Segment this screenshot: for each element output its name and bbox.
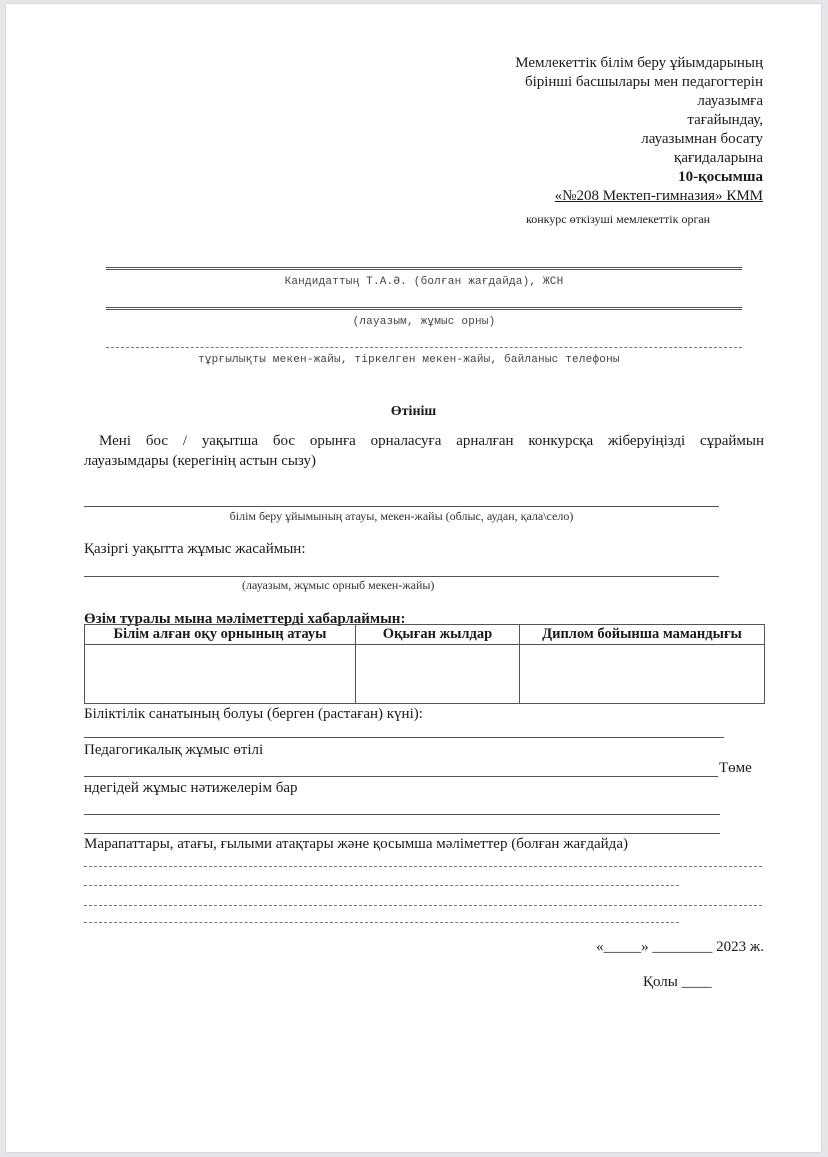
table-header-specialty: Диплом бойынша мамандығы (520, 625, 765, 645)
institution-cell[interactable] (85, 645, 356, 704)
signature-line[interactable]: Қолы ____ (643, 974, 712, 990)
organization-field-line[interactable] (84, 506, 719, 507)
header-line: бірінші басшылары мен педагогтерін (524, 74, 763, 90)
awards-label: Марапаттары, атағы, ғылыми атақтары және қосымша мәліметтер (болған жағдайда) (84, 836, 628, 852)
current-work-caption: (лауазым, жұмыс орныб мекен-жайы) (242, 578, 435, 592)
header-line: тағайындау, (687, 112, 763, 128)
table-header-years: Оқыған жылдар (356, 625, 520, 645)
application-title: Өтініш (390, 404, 437, 419)
annex-number: 10-қосымша (678, 169, 763, 185)
organization-field-caption: білім беру ұйымының атауы, мекен-жайы (облыс, аудан, қала\село) (229, 509, 574, 523)
address-field-line[interactable] (106, 347, 742, 348)
results-label: ндегідей жұмыс нәтижелерім бар (84, 780, 298, 796)
results-field-line-2[interactable] (84, 833, 720, 834)
experience-suffix: Төме (719, 760, 752, 776)
application-body-line2: лауазымдары (керегінің астын сызу) (84, 453, 317, 469)
address-caption: тұрғылықты мекен-жайы, тіркелген мекен-жайы, байланыс телефоны (198, 354, 620, 366)
qualification-label: Біліктілік санатының болуы (берген (растаған) күні): (84, 706, 423, 722)
name-caption: Кандидаттың Т.А.Ә. (болған жағдайда), ЖСН (284, 276, 564, 288)
date-line[interactable]: «_____» ________ 2023 ж. (596, 939, 764, 955)
position-field-line[interactable] (106, 307, 742, 310)
awards-field-line-2[interactable] (84, 885, 679, 886)
awards-field-line-4[interactable] (84, 922, 679, 923)
application-body-line1: Мені бос / уақытша бос орынға орналасуға арналған конкурсқа жіберуіңізді сұраймын (99, 433, 764, 449)
years-cell[interactable] (356, 645, 520, 704)
header-line: қағидаларына (674, 150, 763, 166)
current-work-field-line[interactable] (84, 576, 719, 577)
name-field-line[interactable] (106, 267, 742, 270)
results-field-line-1[interactable] (84, 814, 720, 815)
about-heading: Өзім туралы мына мәліметтерді хабарлаймын: (84, 611, 406, 627)
qualification-field-line[interactable] (84, 737, 724, 738)
document-page (6, 4, 821, 1152)
table-header-institution: Білім алған оқу орнының атауы (85, 625, 356, 645)
table-row (85, 645, 765, 704)
organization-caption: конкурс өткізуші мемлекеттік орган (526, 212, 711, 226)
education-table (84, 624, 765, 704)
awards-field-line-1[interactable] (84, 866, 762, 867)
regulation-header (515, 54, 763, 206)
specialty-cell[interactable] (520, 645, 765, 704)
header-line: лауазымға (697, 93, 763, 109)
header-line: лауазымнан босату (641, 131, 763, 147)
header-line: Мемлекеттік білім беру ұйымдарының (515, 55, 763, 71)
current-work-label: Қазіргі уақытта жұмыс жасаймын: (84, 541, 306, 557)
organization-name: «№208 Мектеп-гимназия» КММ (554, 188, 763, 204)
experience-field-line[interactable] (84, 776, 718, 777)
position-caption: (лауазым, жұмыс орны) (352, 316, 496, 328)
awards-field-line-3[interactable] (84, 905, 762, 906)
experience-label: Педагогикалық жұмыс өтілі (84, 742, 264, 758)
